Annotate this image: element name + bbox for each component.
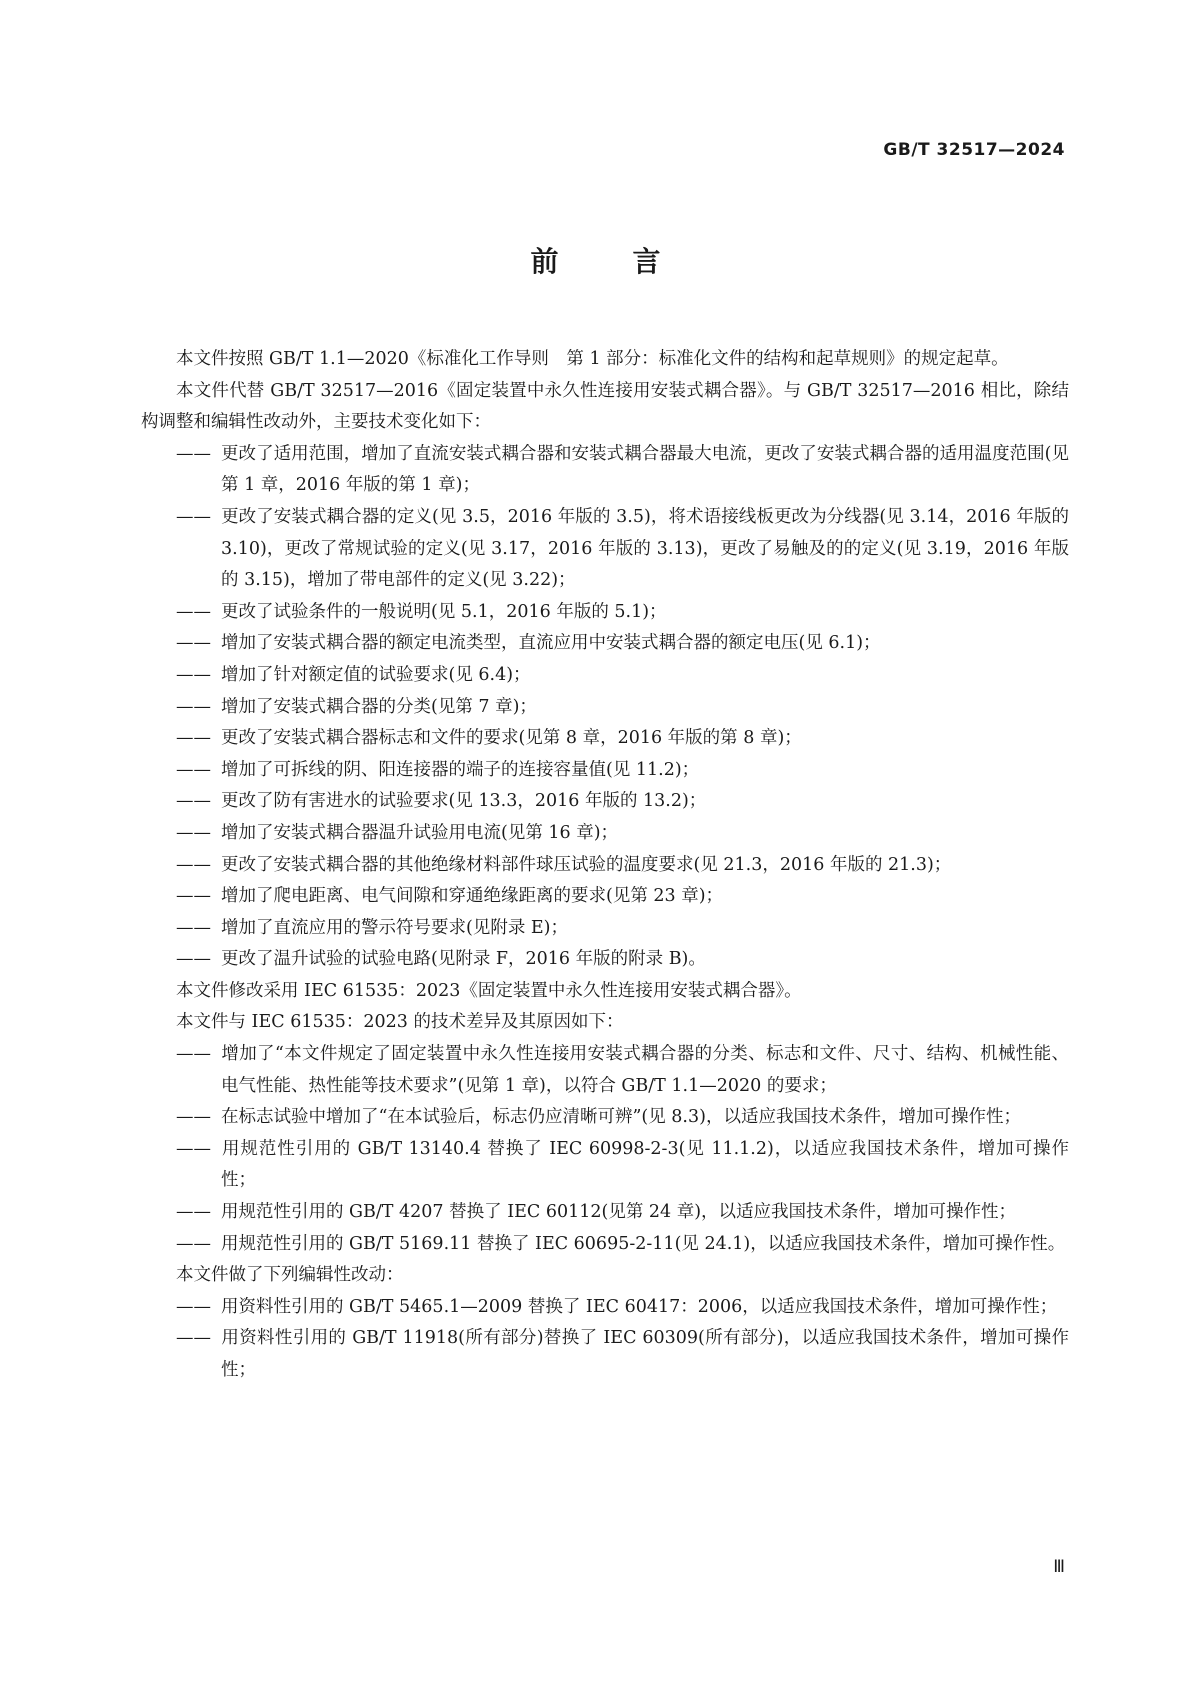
list-item <box>141 692 1069 724</box>
page-title <box>0 240 1191 280</box>
list-dash: —— <box>176 1138 211 1159</box>
title-char-1: 前 <box>530 245 559 278</box>
list-dash: —— <box>176 949 211 970</box>
list-item-text: 在标志试验中增加了“在本试验后，标志仍应清晰可辨”(见 8.3)，以适应我国技术条件，增加可操作性； <box>221 1107 1021 1128</box>
list-dash: —— <box>176 822 211 843</box>
list-item-text: 更改了试验条件的一般说明(见 5.1，2016 年版的 5.1)； <box>221 601 667 622</box>
paragraph <box>141 1007 1069 1039</box>
list-item-text: 增加了直流应用的警示符号要求(见附录 E)； <box>221 917 568 938</box>
paragraph-text: 本文件与 IEC 61535：2023 的技术差异及其原因如下： <box>176 1012 624 1033</box>
list-item <box>141 944 1069 976</box>
list-item-text: 更改了安装式耦合器的定义(见 3.5，2016 年版的 3.5)，将术语接线板更改为分线器(见 3.14，2016 年版的 3.10)，更改了常规试验的定义(见 3.17，2016 年版的 3.13)，更改了易触及的的定义(见 3.19，2016 年版的 3.15)，增加了带电部件的定义(见 3.22)； <box>221 506 1069 591</box>
list-item-text: 增加了安装式耦合器温升试验用电流(见第 16 章)； <box>221 822 619 843</box>
list-item <box>141 1102 1069 1134</box>
list-dash: —— <box>176 854 211 875</box>
paragraph-text: 本文件修改采用 IEC 61535：2023《固定装置中永久性连接用安装式耦合器》。 <box>176 980 802 1001</box>
list-item-text: 增加了安装式耦合器的分类(见第 7 章)； <box>221 696 537 717</box>
document-body <box>141 344 1069 1387</box>
list-dash: —— <box>176 664 211 685</box>
list-item <box>141 1229 1069 1261</box>
page-number: Ⅲ <box>1053 1557 1065 1577</box>
list-item-text: 增加了“本文件规定了固定装置中永久性连接用安装式耦合器的分类、标志和文件、尺寸、结构、机械性能、电气性能、热性能等技术要求”(见第 1 章)，以符合 GB/T 1.1—2020 的要求； <box>221 1044 1069 1096</box>
list-dash: —— <box>176 917 211 938</box>
list-item-text: 用资料性引用的 GB/T 11918(所有部分)替换了 IEC 60309(所有部分)，以适应我国技术条件，增加可操作性； <box>221 1328 1069 1380</box>
list-item <box>141 628 1069 660</box>
list-item <box>141 913 1069 945</box>
list-item-text: 更改了温升试验的试验电路(见附录 F，2016 年版的附录 B)。 <box>221 949 706 970</box>
list-dash: —— <box>176 728 211 749</box>
list-item <box>141 1197 1069 1229</box>
list-dash: —— <box>176 1233 211 1254</box>
list-item-text: 更改了适用范围，增加了直流安装式耦合器和安装式耦合器最大电流，更改了安装式耦合器的适用温度范围(见第 1 章，2016 年版的第 1 章)； <box>221 443 1069 496</box>
list-dash: —— <box>176 633 211 654</box>
list-item <box>141 881 1069 913</box>
list-dash: —— <box>176 506 211 527</box>
list-item-text: 增加了安装式耦合器的额定电流类型，直流应用中安装式耦合器的额定电压(见 6.1)； <box>221 633 881 654</box>
list-dash: —— <box>176 1202 211 1223</box>
list-item-text: 增加了针对额定值的试验要求(见 6.4)； <box>221 664 531 685</box>
list-item-text: 用规范性引用的 GB/T 13140.4 替换了 IEC 60998-2-3(见 11.1.2)，以适应我国技术条件，增加可操作性； <box>221 1138 1069 1191</box>
list-dash: —— <box>176 1107 211 1128</box>
list-item-text: 增加了可拆线的阴、阳连接器的端子的连接容量值(见 11.2)； <box>221 759 700 780</box>
list-dash: —— <box>176 886 211 907</box>
paragraph <box>141 344 1069 376</box>
paragraph-text: 本文件代替 GB/T 32517—2016《固定装置中永久性连接用安装式耦合器》。与 GB/T 32517—2016 相比，除结构调整和编辑性改动外，主要技术变化如下： <box>141 380 1069 433</box>
paragraph <box>141 976 1069 1008</box>
list-item-text: 增加了爬电距离、电气间隙和穿通绝缘距离的要求(见第 23 章)； <box>221 886 724 907</box>
list-item-text: 更改了安装式耦合器标志和文件的要求(见第 8 章，2016 年版的第 8 章)； <box>221 728 802 749</box>
list-dash: —— <box>176 759 211 780</box>
list-dash: —— <box>176 791 211 812</box>
list-dash: —— <box>176 1044 211 1065</box>
list-item <box>141 850 1069 882</box>
list-item <box>141 1323 1069 1386</box>
list-item <box>141 755 1069 787</box>
document-number: GB/T 32517—2024 <box>883 140 1065 160</box>
paragraph-text: 本文件做了下列编辑性改动： <box>176 1265 404 1286</box>
list-item <box>141 660 1069 692</box>
list-item <box>141 723 1069 755</box>
list-item <box>141 597 1069 629</box>
list-item-text: 更改了安装式耦合器的其他绝缘材料部件球压试验的温度要求(见 21.3，2016 年版的 21.3)； <box>221 854 952 875</box>
paragraph <box>141 376 1069 439</box>
list-item <box>141 1134 1069 1197</box>
list-item-text: 更改了防有害进水的试验要求(见 13.3，2016 年版的 13.2)； <box>221 791 707 812</box>
list-dash: —— <box>176 696 211 717</box>
paragraph-text: 本文件按照 GB/T 1.1—2020《标准化工作导则 第 1 部分：标准化文件的结构和起草规则》的规定起草。 <box>176 349 1009 369</box>
list-item <box>141 1039 1069 1102</box>
list-item <box>141 818 1069 850</box>
list-item <box>141 502 1069 597</box>
title-char-2: 言 <box>632 245 661 278</box>
paragraph <box>141 1260 1069 1292</box>
list-dash: —— <box>176 601 211 622</box>
list-dash: —— <box>176 1296 211 1317</box>
list-dash: —— <box>176 443 211 464</box>
list-item <box>141 439 1069 502</box>
list-item-text: 用资料性引用的 GB/T 5465.1—2009 替换了 IEC 60417：2006，以适应我国技术条件，增加可操作性； <box>221 1296 1058 1317</box>
list-item <box>141 786 1069 818</box>
list-dash: —— <box>176 1328 211 1349</box>
list-item-text: 用规范性引用的 GB/T 5169.11 替换了 IEC 60695-2-11(见 24.1)，以适应我国技术条件，增加可操作性。 <box>221 1233 1066 1254</box>
list-item-text: 用规范性引用的 GB/T 4207 替换了 IEC 60112(见第 24 章)，以适应我国技术条件，增加可操作性； <box>221 1202 1017 1223</box>
list-item <box>141 1292 1069 1324</box>
